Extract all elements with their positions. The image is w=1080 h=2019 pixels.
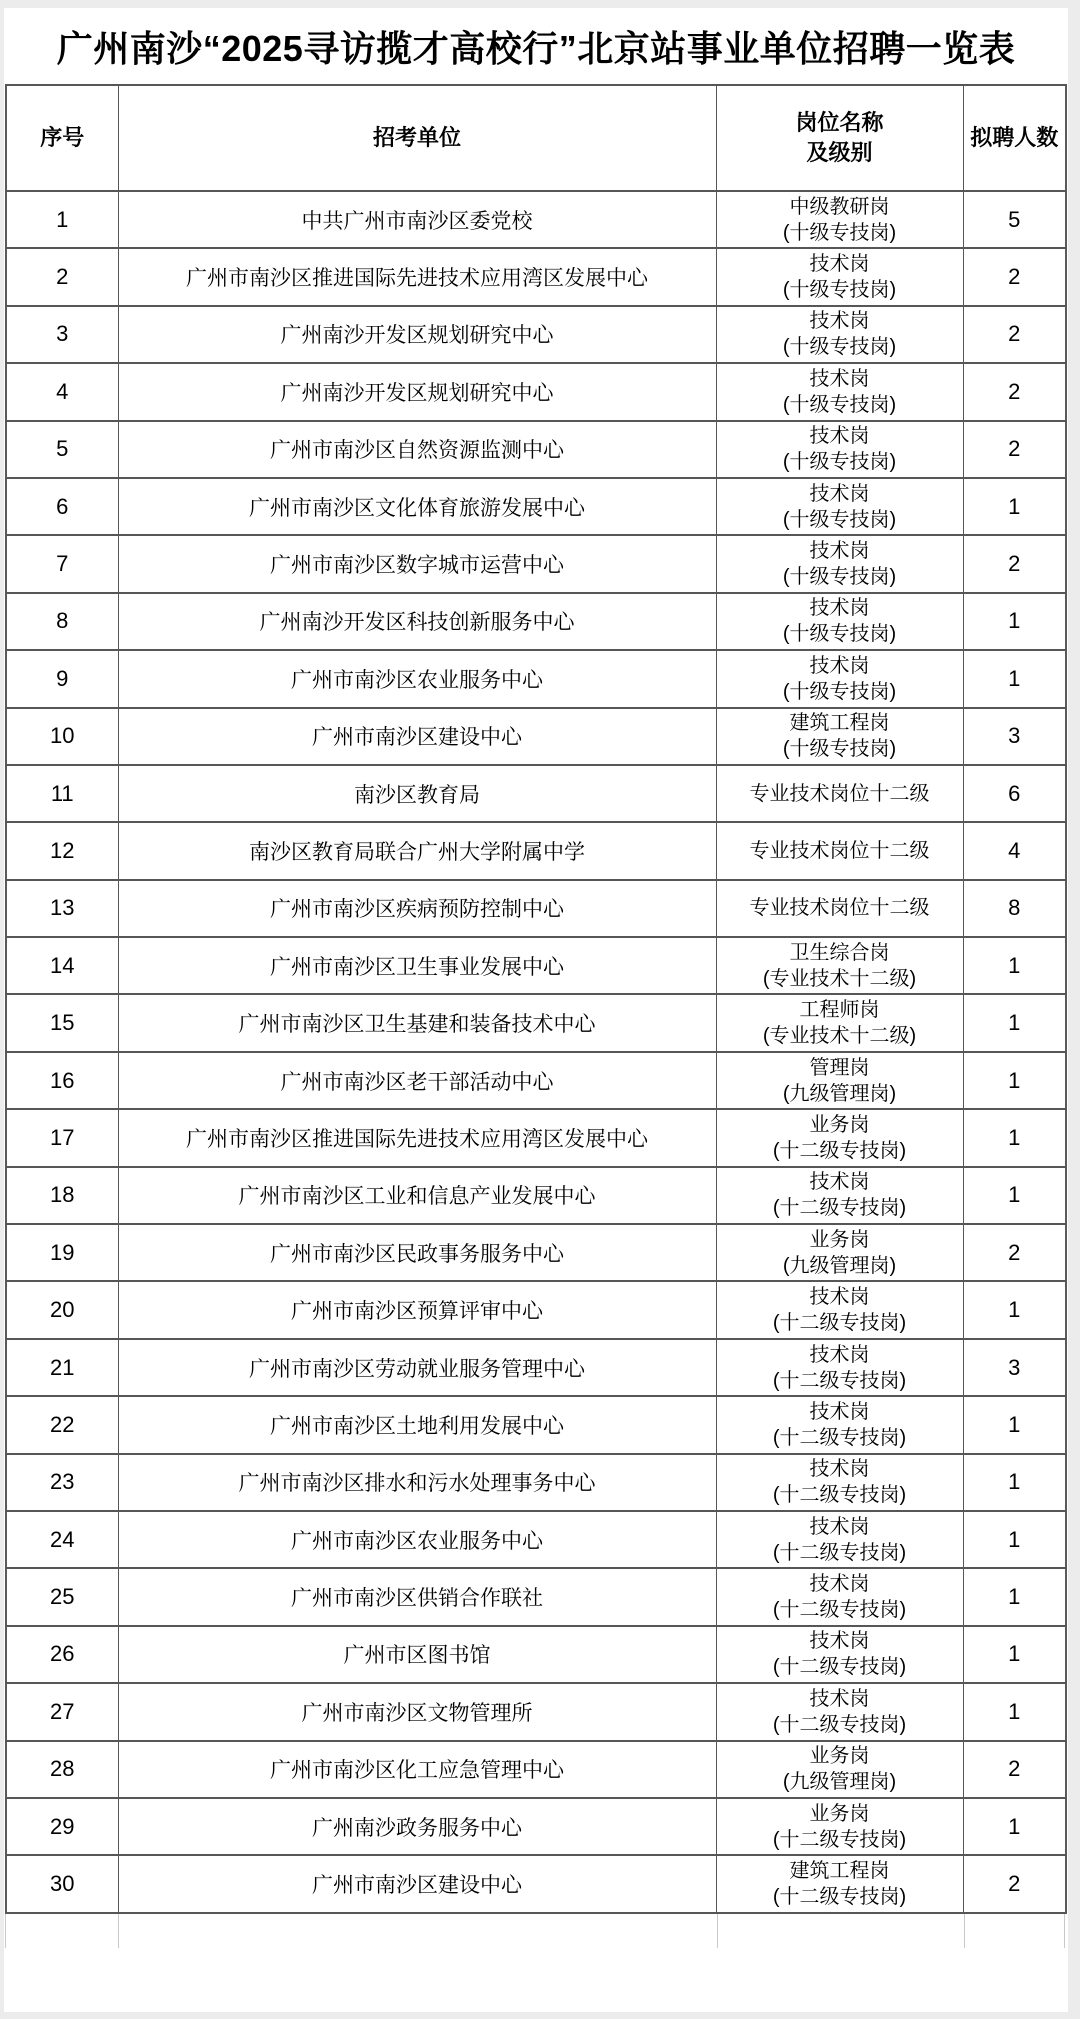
count-cell: 2 [963,363,1066,420]
post-line-1: 技术岗 [809,1458,870,1481]
post-line-2: (十级专技岗) [782,508,897,531]
unit-cell: 广州市南沙区自然资源监测中心 [118,421,716,478]
serial-cell: 23 [6,1454,118,1511]
count-cell: 1 [963,1052,1066,1109]
unit-cell: 广州市南沙区建设中心 [118,708,716,765]
unit-cell: 广州市南沙区化工应急管理中心 [118,1741,716,1798]
table-row [6,1511,1066,1568]
count-cell: 2 [963,1741,1066,1798]
post-cell [716,478,963,535]
column-header-unit: 招考单位 [118,85,716,191]
count-cell: 1 [963,1626,1066,1683]
count-cell: 4 [963,822,1066,879]
post-line-2: (十二级专技岗) [772,1139,907,1162]
count-cell: 1 [963,1683,1066,1740]
post-line-1: 技术岗 [809,654,870,677]
count-cell: 1 [963,1454,1066,1511]
post-cell [716,1224,963,1281]
count-cell: 1 [963,1281,1066,1338]
post-cell [716,1511,963,1568]
serial-cell: 26 [6,1626,118,1683]
unit-cell: 广州市南沙区预算评审中心 [118,1281,716,1338]
post-line-1: 专业技术岗位十二级 [749,839,930,862]
count-cell: 1 [963,1568,1066,1625]
table-row [6,1224,1066,1281]
post-cell [716,1454,963,1511]
post-cell [716,1109,963,1166]
unit-cell: 广州市南沙区土地利用发展中心 [118,1396,716,1453]
unit-cell: 中共广州市南沙区委党校 [118,191,716,248]
count-cell: 5 [963,191,1066,248]
post-line-2: (十级专技岗) [782,566,897,589]
column-divider-line [5,1914,6,1948]
unit-cell: 广州市南沙区工业和信息产业发展中心 [118,1167,716,1224]
column-header-post [716,85,963,191]
table-row [6,1798,1066,1855]
post-cell [716,535,963,592]
post-line-1: 技术岗 [809,425,870,448]
column-header-post-line1: 岗位名称 [795,110,884,135]
post-line-2: (十级专技岗) [782,336,897,359]
column-header-count: 拟聘人数 [963,85,1066,191]
column-divider-line [1064,1914,1065,1948]
page-title: 广州南沙“2025寻访揽才高校行”北京站事业单位招聘一览表 [56,27,1016,69]
column-divider-line [717,1914,718,1948]
unit-cell: 广州南沙开发区科技创新服务中心 [118,593,716,650]
post-line-2: (十二级专技岗) [772,1369,907,1392]
post-cell [716,1626,963,1683]
post-line-1: 技术岗 [809,1343,870,1366]
post-line-2: (十二级专技岗) [772,1484,907,1507]
serial-cell: 5 [6,421,118,478]
post-line-1: 工程师岗 [799,999,880,1022]
post-line-2: (九级管理岗) [782,1082,897,1105]
serial-cell: 13 [6,880,118,937]
table-row [6,535,1066,592]
column-header-post-line2: 及级别 [806,140,873,165]
serial-cell: 22 [6,1396,118,1453]
count-cell: 1 [963,1396,1066,1453]
post-cell [716,1741,963,1798]
post-cell [716,1683,963,1740]
unit-cell: 广州南沙开发区规划研究中心 [118,306,716,363]
serial-cell: 12 [6,822,118,879]
document-page [4,8,1068,2012]
unit-cell: 广州市南沙区推进国际先进技术应用湾区发展中心 [118,1109,716,1166]
post-line-1: 业务岗 [809,1745,870,1768]
table-row [6,1339,1066,1396]
post-cell [716,306,963,363]
post-cell [716,1052,963,1109]
serial-cell: 18 [6,1167,118,1224]
table-body [6,191,1066,1913]
unit-cell: 广州市南沙区推进国际先进技术应用湾区发展中心 [118,248,716,305]
partial-next-row [5,1914,1065,1948]
unit-cell: 广州市南沙区排水和污水处理事务中心 [118,1454,716,1511]
column-divider-line [964,1914,965,1948]
post-line-1: 业务岗 [809,1113,870,1136]
post-line-2: (专业技术十二级) [762,1025,917,1048]
table-row [6,1167,1066,1224]
count-cell: 1 [963,650,1066,707]
post-cell [716,937,963,994]
post-line-1: 专业技术岗位十二级 [749,897,930,920]
table-row [6,593,1066,650]
count-cell: 1 [963,937,1066,994]
count-cell: 3 [963,708,1066,765]
post-line-1: 技术岗 [809,1687,870,1710]
post-line-1: 建筑工程岗 [789,1860,890,1883]
post-line-2: (十二级专技岗) [772,1312,907,1335]
post-line-1: 业务岗 [809,1228,870,1251]
post-line-1: 技术岗 [809,1515,870,1538]
post-cell [716,593,963,650]
table-row [6,1683,1066,1740]
post-line-1: 技术岗 [809,1400,870,1423]
table-row [6,306,1066,363]
serial-cell: 8 [6,593,118,650]
unit-cell: 广州市南沙区老干部活动中心 [118,1052,716,1109]
post-line-2: (十二级专技岗) [772,1599,907,1622]
post-line-1: 技术岗 [809,1573,870,1596]
table-row [6,421,1066,478]
serial-cell: 15 [6,994,118,1051]
serial-cell: 1 [6,191,118,248]
table-row [6,994,1066,1051]
post-line-2: (十二级专技岗) [772,1656,907,1679]
unit-cell: 广州市南沙区疾病预防控制中心 [118,880,716,937]
post-cell [716,1568,963,1625]
post-cell [716,994,963,1051]
header-row [6,85,1066,191]
post-cell [716,1339,963,1396]
table-row [6,650,1066,707]
post-line-2: (十二级专技岗) [772,1541,907,1564]
count-cell: 2 [963,248,1066,305]
unit-cell: 南沙区教育局联合广州大学附属中学 [118,822,716,879]
table-row [6,478,1066,535]
table-row [6,1741,1066,1798]
unit-cell: 广州市南沙区农业服务中心 [118,650,716,707]
table-row [6,1052,1066,1109]
table-row [6,765,1066,822]
column-divider-line [118,1914,119,1948]
count-cell: 2 [963,1224,1066,1281]
column-header-serial: 序号 [6,85,118,191]
serial-cell: 16 [6,1052,118,1109]
post-line-2: (十级专技岗) [782,221,897,244]
table-row [6,363,1066,420]
post-line-2: (九级管理岗) [782,1254,897,1277]
unit-cell: 广州市南沙区民政事务服务中心 [118,1224,716,1281]
unit-cell: 广州南沙政务服务中心 [118,1798,716,1855]
post-line-1: 技术岗 [809,1286,870,1309]
post-line-2: (十级专技岗) [782,623,897,646]
unit-cell: 广州市南沙区文化体育旅游发展中心 [118,478,716,535]
serial-cell: 14 [6,937,118,994]
post-line-1: 技术岗 [809,540,870,563]
post-cell [716,765,963,822]
serial-cell: 3 [6,306,118,363]
count-cell: 2 [963,535,1066,592]
post-line-1: 业务岗 [809,1802,870,1825]
post-cell [716,363,963,420]
serial-cell: 11 [6,765,118,822]
post-cell [716,1855,963,1912]
table-row [6,880,1066,937]
post-line-1: 专业技术岗位十二级 [749,782,930,805]
count-cell: 2 [963,421,1066,478]
post-line-1: 中级教研岗 [789,195,890,218]
table-row [6,822,1066,879]
post-cell [716,708,963,765]
post-cell [716,650,963,707]
serial-cell: 30 [6,1855,118,1912]
post-cell [716,1167,963,1224]
table-row [6,1568,1066,1625]
post-cell [716,248,963,305]
post-line-1: 技术岗 [809,310,870,333]
post-cell [716,1281,963,1338]
unit-cell: 广州市南沙区数字城市运营中心 [118,535,716,592]
post-cell [716,880,963,937]
table-row [6,1396,1066,1453]
unit-cell: 广州市南沙区卫生基建和装备技术中心 [118,994,716,1051]
serial-cell: 6 [6,478,118,535]
table-row [6,1626,1066,1683]
unit-cell: 广州市区图书馆 [118,1626,716,1683]
unit-cell: 广州市南沙区卫生事业发展中心 [118,937,716,994]
post-cell [716,421,963,478]
serial-cell: 4 [6,363,118,420]
table-row [6,1454,1066,1511]
serial-cell: 7 [6,535,118,592]
serial-cell: 9 [6,650,118,707]
post-cell [716,191,963,248]
table-row [6,1855,1066,1912]
table-header [6,85,1066,191]
post-line-2: (专业技术十二级) [762,967,917,990]
count-cell: 1 [963,593,1066,650]
count-cell: 3 [963,1339,1066,1396]
post-line-2: (十二级专技岗) [772,1713,907,1736]
unit-cell: 广州南沙开发区规划研究中心 [118,363,716,420]
recruitment-table [5,84,1067,1914]
post-line-1: 卫生综合岗 [789,941,890,964]
post-line-2: (十级专技岗) [782,738,897,761]
serial-cell: 27 [6,1683,118,1740]
unit-cell: 南沙区教育局 [118,765,716,822]
post-line-1: 技术岗 [809,367,870,390]
post-line-2: (十级专技岗) [782,393,897,416]
count-cell: 6 [963,765,1066,822]
count-cell: 2 [963,306,1066,363]
count-cell: 1 [963,1109,1066,1166]
post-line-2: (十级专技岗) [782,279,897,302]
post-line-2: (十级专技岗) [782,680,897,703]
post-cell [716,1798,963,1855]
post-line-1: 技术岗 [809,1630,870,1653]
unit-cell: 广州市南沙区农业服务中心 [118,1511,716,1568]
unit-cell: 广州市南沙区供销合作联社 [118,1568,716,1625]
count-cell: 8 [963,880,1066,937]
table-row [6,937,1066,994]
serial-cell: 24 [6,1511,118,1568]
post-line-1: 技术岗 [809,253,870,276]
table-row [6,1281,1066,1338]
table-row [6,1109,1066,1166]
serial-cell: 29 [6,1798,118,1855]
table-row [6,248,1066,305]
count-cell: 1 [963,994,1066,1051]
post-cell [716,822,963,879]
serial-cell: 21 [6,1339,118,1396]
table-row [6,708,1066,765]
post-line-1: 技术岗 [809,597,870,620]
unit-cell: 广州市南沙区劳动就业服务管理中心 [118,1339,716,1396]
post-line-1: 技术岗 [809,1171,870,1194]
post-line-2: (九级管理岗) [782,1771,897,1794]
post-line-1: 技术岗 [809,482,870,505]
count-cell: 1 [963,478,1066,535]
serial-cell: 10 [6,708,118,765]
post-cell [716,1396,963,1453]
post-line-1: 建筑工程岗 [789,712,890,735]
post-line-1: 管理岗 [809,1056,870,1079]
serial-cell: 25 [6,1568,118,1625]
post-line-2: (十二级专技岗) [772,1426,907,1449]
post-line-2: (十二级专技岗) [772,1828,907,1851]
serial-cell: 20 [6,1281,118,1338]
unit-cell: 广州市南沙区建设中心 [118,1855,716,1912]
count-cell: 1 [963,1798,1066,1855]
serial-cell: 2 [6,248,118,305]
serial-cell: 28 [6,1741,118,1798]
count-cell: 2 [963,1855,1066,1912]
post-line-2: (十二级专技岗) [772,1886,907,1909]
table-row [6,191,1066,248]
serial-cell: 17 [6,1109,118,1166]
unit-cell: 广州市南沙区文物管理所 [118,1683,716,1740]
count-cell: 1 [963,1511,1066,1568]
serial-cell: 19 [6,1224,118,1281]
count-cell: 1 [963,1167,1066,1224]
post-line-2: (十级专技岗) [782,451,897,474]
post-line-2: (十二级专技岗) [772,1197,907,1220]
